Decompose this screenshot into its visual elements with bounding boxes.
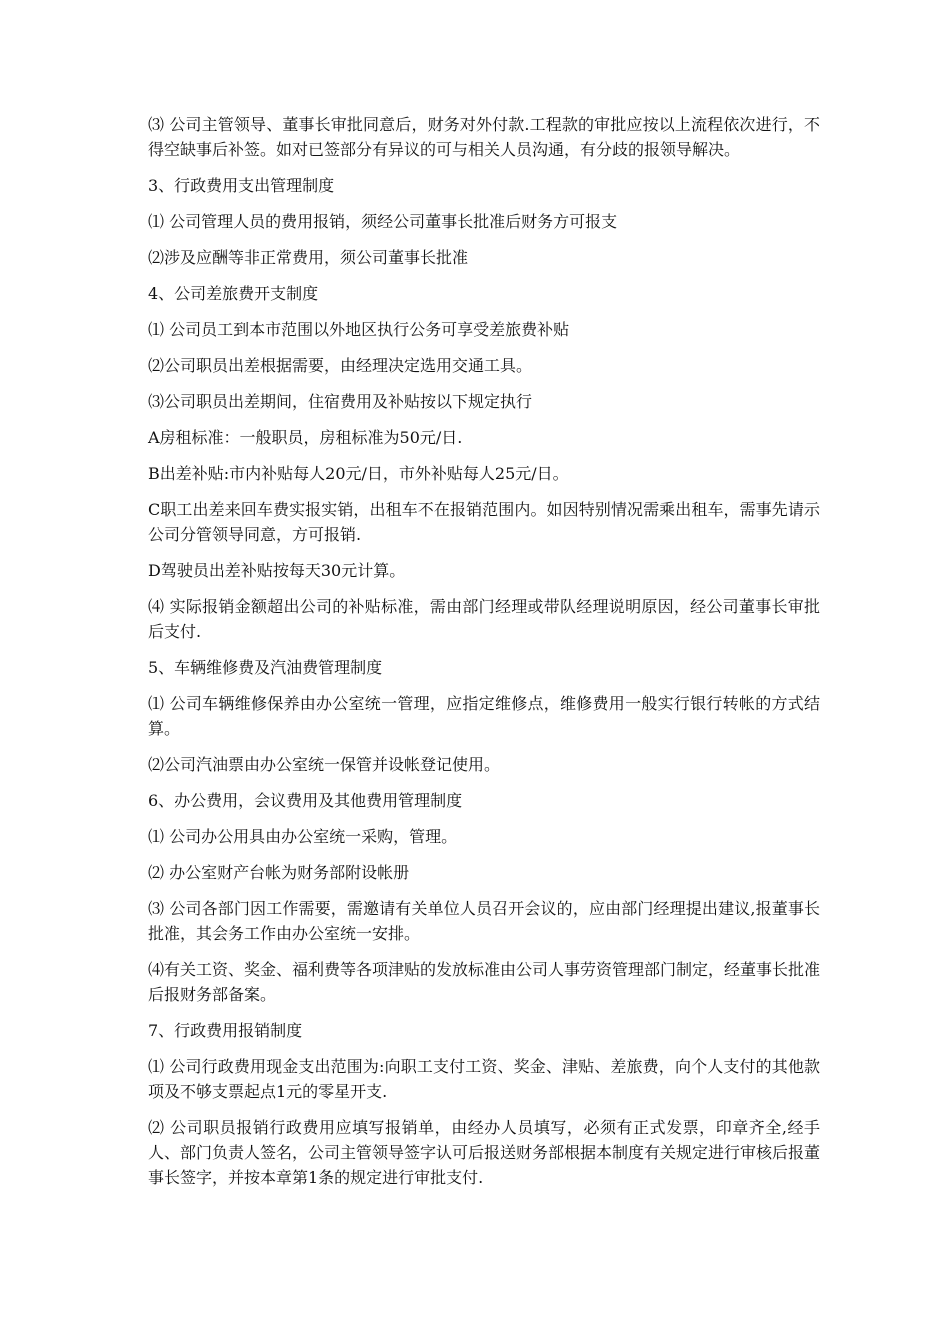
paragraph: ⑵涉及应酬等非正常费用，须公司董事长批准 (148, 248, 469, 267)
paragraph: B出差补贴:市内补贴每人20元/日，市外补贴每人25元/日。 (148, 464, 569, 483)
section-heading: 5、车辆维修费及汽油费管理制度 (148, 658, 383, 677)
paragraph: ⑷有关工资、奖金、福利费等各项津贴的发放标准由公司人事劳资管理部门制定，经董事长批准后报财务部备案。 (148, 960, 821, 1004)
paragraph: ⑶ 公司主管领导、董事长审批同意后，财务对外付款.工程款的审批应按以上流程依次进行，不得空缺事后补签。如对已签部分有异议的可与相关人员沟通，有分歧的报领导解决。 (148, 115, 820, 159)
paragraph: C职工出差来回车费实报实销，出租车不在报销范围内。如因特别情况需乘出租车，需事先请示公司分管领导同意，方可报销. (148, 500, 820, 544)
section-heading: 4、公司差旅费开支制度 (148, 284, 319, 303)
paragraph: ⑵ 办公室财产台帐为财务部附设帐册 (148, 863, 410, 882)
section-heading: 3、行政费用支出管理制度 (148, 176, 335, 195)
paragraph: ⑶ 公司各部门因工作需要，需邀请有关单位人员召开会议的，应由部门经理提出建议,报董事长批准，其会务工作由办公室统一安排。 (148, 899, 820, 943)
paragraph: ⑴ 公司管理人员的费用报销，须经公司董事长批准后财务方可报支 (148, 212, 618, 231)
document-body (148, 112, 820, 1201)
paragraph: ⑵公司汽油票由办公室统一保管并设帐登记使用。 (148, 755, 501, 774)
section-heading: 6、办公费用，会议费用及其他费用管理制度 (148, 791, 463, 810)
paragraph: ⑴ 公司车辆维修保养由办公室统一管理，应指定维修点，维修费用一般实行银行转帐的方式结算。 (148, 694, 820, 738)
paragraph: D驾驶员出差补贴按每天30元计算。 (148, 561, 406, 580)
paragraph: ⑶公司职员出差期间，住宿费用及补贴按以下规定执行 (148, 392, 533, 411)
paragraph: ⑴ 公司行政费用现金支出范围为:向职工支付工资、奖金、津贴、差旅费，向个人支付的其他款项及不够支票起点1元的零星开支. (148, 1057, 820, 1101)
paragraph: ⑵ 公司职员报销行政费用应填写报销单，由经办人员填写，必须有正式发票，印章齐全,经手人、部门负责人签名，公司主管领导签字认可后报送财务部根据本制度有关规定进行审核后报董事长签字，并按本章第1条的规定进行审批支付. (148, 1118, 821, 1187)
paragraph: A房租标准：一般职员，房租标准为50元/日. (148, 428, 463, 447)
section-heading: 7、行政费用报销制度 (148, 1021, 303, 1040)
paragraph: ⑴ 公司办公用具由办公室统一采购，管理。 (148, 827, 458, 846)
paragraph: ⑴ 公司员工到本市范围以外地区执行公务可享受差旅费补贴 (148, 320, 570, 339)
paragraph: ⑷ 实际报销金额超出公司的补贴标准，需由部门经理或带队经理说明原因，经公司董事长审批后支付. (148, 597, 820, 641)
paragraph: ⑵公司职员出差根据需要，由经理决定选用交通工具。 (148, 356, 533, 375)
